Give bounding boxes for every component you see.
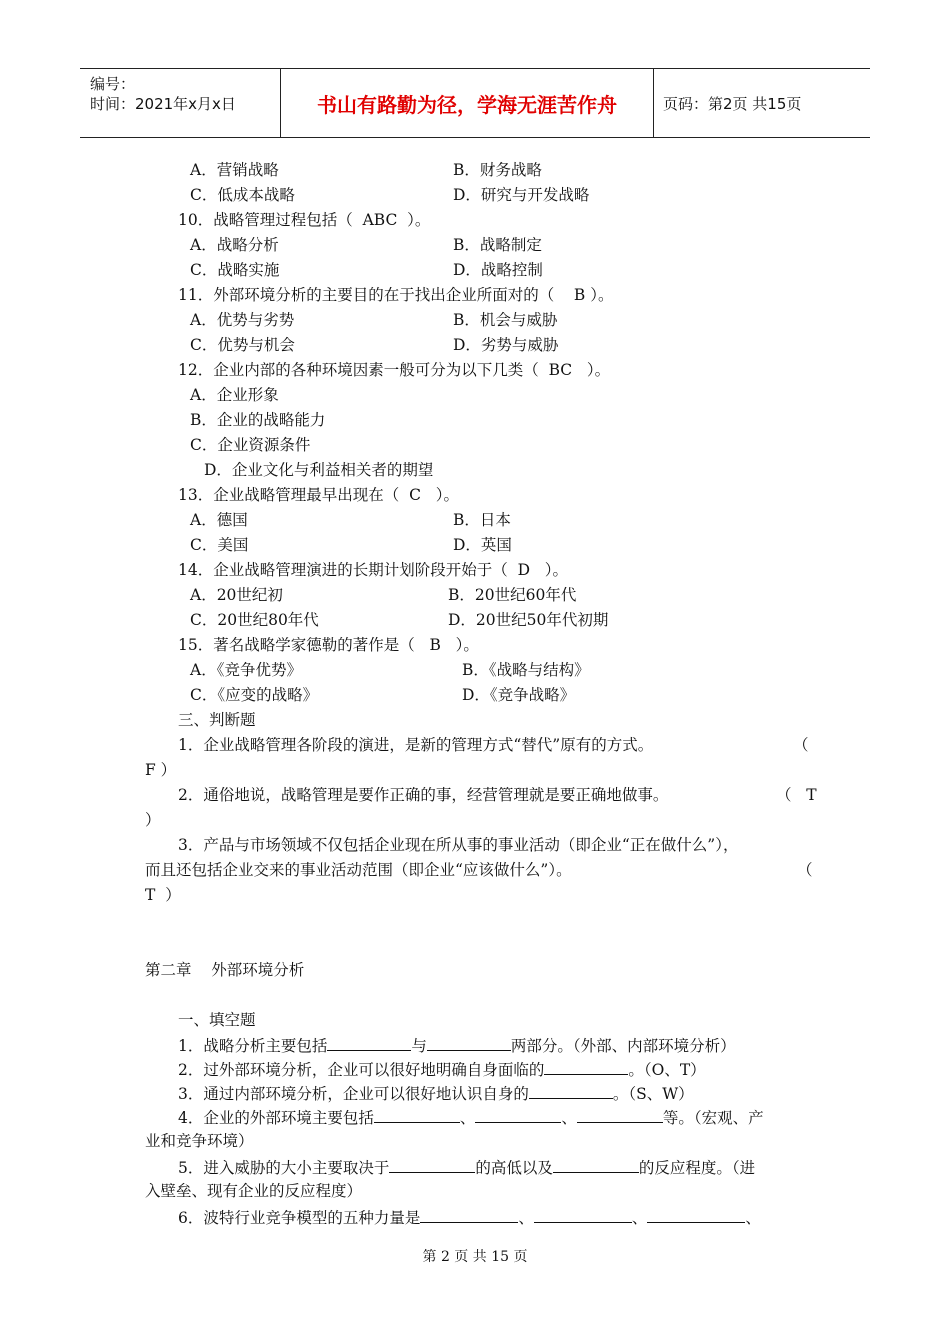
answer-blank: [544, 1058, 628, 1075]
question-13: 13．企业战略管理最早出现在（ C ）。: [178, 486, 459, 504]
code-label: 编号：: [90, 75, 136, 93]
judge-2-answer: （ T: [776, 786, 817, 804]
option-c: C．优势与机会: [190, 336, 295, 354]
header-table: [80, 68, 870, 138]
fill-text: 、: [631, 1209, 648, 1227]
answer-blank: [553, 1156, 639, 1173]
fill-text: 、: [518, 1209, 534, 1227]
fill-4-cont: 业和竞争环境）: [145, 1132, 254, 1150]
fill-text: 、: [745, 1209, 761, 1227]
option-a: A．20世纪初: [190, 586, 283, 604]
option-c: C．企业资源条件: [190, 436, 311, 454]
time-label: 时间：2021年x月x日: [90, 95, 236, 113]
option-c: C．《应变的战略》: [190, 686, 319, 704]
option-b: B．日本: [453, 511, 511, 529]
answer-blank: [420, 1206, 518, 1223]
fill-text: 、: [561, 1109, 577, 1127]
judge-1-paren: （: [793, 736, 809, 754]
fill-5: [178, 1156, 755, 1178]
judge-2-paren: ）: [145, 811, 161, 829]
fill-text: 5．进入威胁的大小主要取决于: [178, 1159, 390, 1177]
option-d: D．《竞争战略》: [462, 686, 576, 704]
answer-blank: [374, 1106, 460, 1123]
fill-text: 2．过外部环境分析，企业可以很好地明确自身面临的: [178, 1061, 545, 1079]
answer-blank: [427, 1034, 511, 1051]
option-b: B．财务战略: [453, 161, 542, 179]
fill-text: 1．战略分析主要包括: [178, 1037, 328, 1055]
answer-blank: [577, 1106, 663, 1123]
fill-4: [178, 1106, 764, 1128]
section-heading: 三、判断题: [178, 711, 256, 729]
option-c: C．20世纪80年代: [190, 611, 319, 629]
option-a: A．优势与劣势: [190, 311, 295, 329]
fill-text: 6．波特行业竞争模型的五种力量是: [178, 1209, 421, 1227]
option-d: D．企业文化与利益相关者的期望: [204, 461, 434, 479]
question-14: 14．企业战略管理演进的长期计划阶段开始于（ D ）。: [178, 561, 569, 579]
judge-2: 2．通俗地说，战略管理是要作正确的事，经营管理就是要正确地做事。: [178, 786, 669, 804]
option-a: A．企业形象: [190, 386, 279, 404]
option-b: B．企业的战略能力: [190, 411, 326, 429]
header-meta-cell: [80, 69, 281, 137]
page-label: 页码：第2页 共15页: [663, 94, 802, 113]
fill-1: [178, 1034, 736, 1056]
fill-text: 3．通过内部环境分析，企业可以很好地认识自身的: [178, 1085, 529, 1103]
fill-text: 的高低以及: [475, 1159, 553, 1177]
option-a: A．《竞争优势》: [190, 661, 302, 679]
section-heading: 一、填空题: [178, 1011, 256, 1029]
answer-blank: [529, 1082, 613, 1099]
question-15: 15．著名战略学家德勒的著作是（ B ）。: [178, 636, 479, 654]
fill-text: 、: [459, 1109, 476, 1127]
option-b: B．20世纪60年代: [448, 586, 577, 604]
option-c: C．美国: [190, 536, 249, 554]
fill-3: [178, 1082, 694, 1104]
answer-blank: [389, 1156, 475, 1173]
fill-text: 等。（宏观、产: [662, 1109, 764, 1127]
fill-text: 。（O、T）: [628, 1061, 706, 1079]
option-d: D．20世纪50年代初期: [448, 611, 609, 629]
motto: 书山有路勤为径，学海无涯苦作舟: [281, 69, 654, 137]
option-b: B．战略制定: [453, 236, 542, 254]
question-11: 11．外部环境分析的主要目的在于找出企业所面对的（ B ）。: [178, 286, 614, 304]
option-a: A．德国: [190, 511, 248, 529]
question-10: 10．战略管理过程包括（ ABC ）。: [178, 211, 431, 229]
question-12: 12．企业内部的各种环境因素一般可分为以下几类（ BC ）。: [178, 361, 611, 379]
option-d: D．英国: [453, 536, 512, 554]
answer-blank: [534, 1206, 632, 1223]
option-b: B．机会与威胁: [453, 311, 558, 329]
option-b: B．《战略与结构》: [462, 661, 590, 679]
option-a: A．战略分析: [190, 236, 279, 254]
fill-text: 4．企业的外部环境主要包括: [178, 1109, 374, 1127]
judge-3-cont: 而且还包括企业交来的事业活动范围（即企业“应该做什么”）。: [145, 861, 572, 879]
answer-blank: [327, 1034, 411, 1051]
judge-3-answer: T ）: [145, 886, 181, 904]
chapter-title: 第二章 外部环境分析: [145, 961, 305, 979]
option-c: C．战略实施: [190, 261, 280, 279]
option-d: D．研究与开发战略: [453, 186, 590, 204]
judge-1-answer: F ）: [145, 761, 177, 779]
fill-text: 。（S、W）: [612, 1085, 694, 1103]
option-d: D．劣势与威胁: [453, 336, 559, 354]
fill-5-cont: 入壁垒、现有企业的反应程度）: [145, 1182, 363, 1200]
answer-blank: [647, 1206, 745, 1223]
fill-text: 的反应程度。（进: [638, 1159, 756, 1177]
fill-2: [178, 1058, 706, 1080]
judge-3: 3．产品与市场领域不仅包括企业现在所从事的事业活动（即企业“正在做什么”），: [178, 836, 739, 854]
option-c: C．低成本战略: [190, 186, 295, 204]
fill-6: [178, 1206, 761, 1228]
page-footer: 第 2 页 共 15 页: [422, 1249, 528, 1265]
judge-1: 1．企业战略管理各阶段的演进，是新的管理方式“替代”原有的方式。: [178, 736, 654, 754]
answer-blank: [475, 1106, 561, 1123]
option-d: D．战略控制: [453, 261, 543, 279]
option-a: A．营销战略: [190, 161, 279, 179]
judge-3-paren: （: [797, 861, 813, 879]
fill-text: 与: [411, 1037, 427, 1055]
fill-text: 两部分。（外部、内部环境分析）: [510, 1037, 736, 1055]
